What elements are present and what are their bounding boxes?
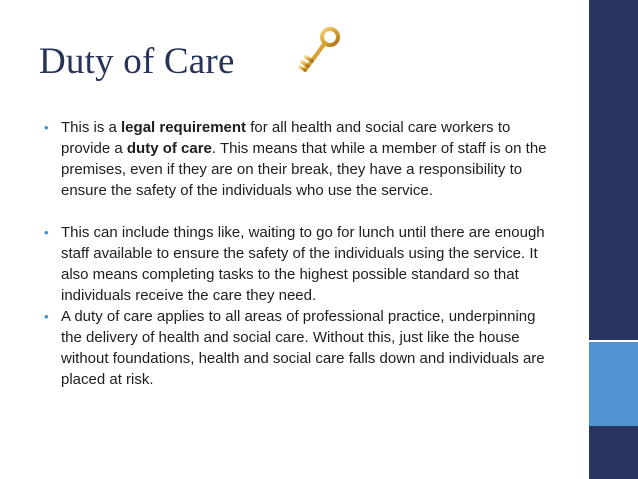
bullet-dot: • bbox=[44, 120, 49, 135]
bullet-examples: • This can include things like, waiting to go for lunch until there are enough staff available to ensure the safety of the individuals using the service. It also means completing tasks to the highest possible standard so that individuals receive the care they need. bbox=[44, 224, 545, 304]
bullet-dot: • bbox=[44, 225, 49, 240]
bold-legal-requirement: legal requirement bbox=[121, 119, 247, 136]
bold-duty-of-care: duty of care bbox=[126, 140, 212, 157]
bullet-legal-requirement: • This is a legal requirement for all health and social care workers to provide a duty of care. This means that while a member of staff is on the premises, even if they are on their break, they have a responsibility to ensure the safety of the individuals who use the service. bbox=[44, 119, 547, 199]
bullet-professional-practice: • A duty of care applies to all areas of professional practice, underpinning the delivery of health and social care. Without this, just like the house without foundations, health and social care falls down and individuals are placed at risk. bbox=[44, 308, 545, 388]
sidebar-bottom-band bbox=[589, 426, 638, 479]
sidebar-dark-band bbox=[589, 0, 638, 342]
key-icon bbox=[296, 26, 342, 76]
slide-body bbox=[42, 117, 550, 390]
slide-title: Duty of Care bbox=[39, 41, 235, 82]
bullet-dot: • bbox=[44, 309, 49, 324]
sidebar-light-band bbox=[589, 342, 638, 426]
